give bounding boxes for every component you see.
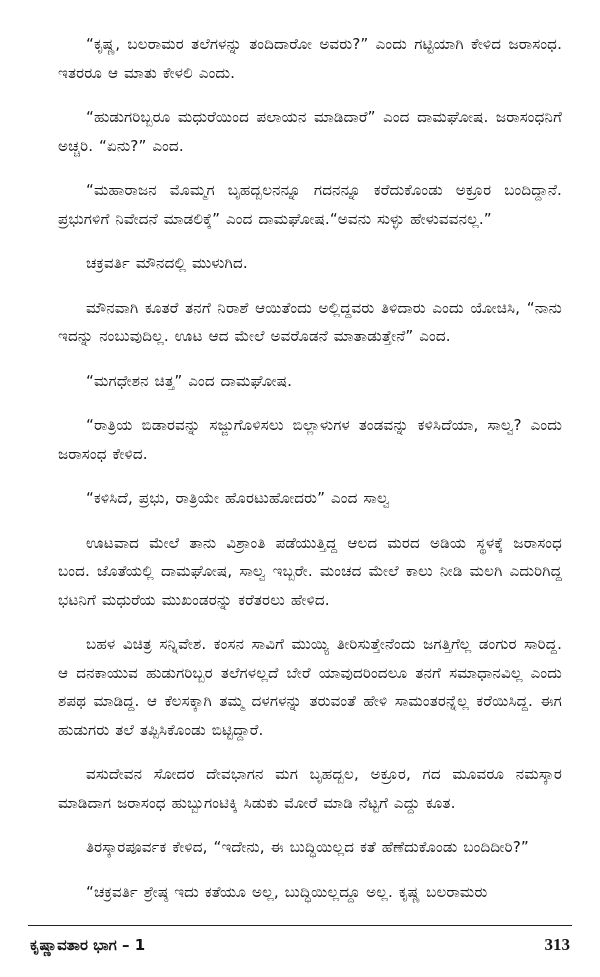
paragraph-9: ಊಟವಾದ ಮೇಲೆ ತಾನು ವಿಶ್ರಾಂತಿ ಪಡೆಯುತ್ತಿದ್ದ ಆಲದ ಮರದ ಅಡಿಯ ಸ್ಥಳಕ್ಕೆ ಜರಾಸಂಧ ಬಂದ. ಜೊತೆಯಲ್ಲಿ ದಾಮಘೋಷ, ಸಾಲ್ವ ಇಬ್ಬರೇ. ಮಂಚದ ಮೇಲೆ ಕಾಲು ನೀಡಿ ಮಲಗಿ ಎದುರಿಗಿದ್ದ ಭಟನಿಗೆ ಮಧುರೆಯ ಮುಖಂಡರನ್ನು ಕರೆತರಲು ಹೇಳಿದ.: [58, 533, 562, 609]
footer-book-title: ಕೃಷ್ಣಾವತಾರ ಭಾಗ – 1: [30, 936, 146, 954]
paragraph-13: “ಚಕ್ರವರ್ತಿ ಶ್ರೇಷ್ಠ ಇದು ಕತೆಯೂ ಅಲ್ಲ, ಬುದ್ಧಿಯಿಲ್ಲದ್ದೂ ಅಲ್ಲ. ಕೃಷ್ಣ ಬಲರಾಮರು: [86, 882, 488, 901]
paragraph-7: “ರಾತ್ರಿಯ ಬಿಡಾರವನ್ನು ಸಜ್ಜುಗೊಳಿಸಲು ಬಿಲ್ಲಾಳುಗಳ ತಂಡವನ್ನು ಕಳಿಸಿದೆಯಾ, ಸಾಲ್ವ? ಎಂದು ಜರಾಸಂಧ ಕೇಳಿದ.: [58, 416, 562, 463]
paragraph-2: “ಹುಡುಗರಿಬ್ಬರೂ ಮಧುರೆಯಿಂದ ಪಲಾಯನ ಮಾಡಿದಾರೆ” ಎಂದ ದಾಮಘೋಷ. ಜರಾಸಂಧನಿಗೆ ಅಚ್ಚರಿ. “ಏನು?” ಎಂದ.: [58, 108, 562, 155]
page-body-text: [58, 30, 562, 922]
footer-page-number: 313: [544, 935, 570, 954]
paragraph-12: ತಿರಸ್ಕಾರಪೂರ್ವಕ ಕೇಳಿದ, “ಇದೇನು, ಈ ಬುದ್ಧಿಯಿಲ್ಲದ ಕತೆ ಹೆಣೆದುಕೊಂಡು ಬಂದಿದೀರಿ?”: [86, 838, 529, 856]
paragraph-6: “ಮಗಧೇಶನ ಚಿತ್ತ” ಎಂದ ದಾಮಘೋಷ.: [86, 371, 293, 390]
paragraph-11: ವಸುದೇವನ ಸೋದರ ದೇವಭಾಗನ ಮಗ ಬೃಹದ್ಬಲ, ಅಕ್ರೂರ, ಗದ ಮೂವರೂ ನಮಸ್ಕಾರ ಮಾಡಿದಾಗ ಜರಾಸಂಧ ಹುಬ್ಬುಗಂಟಿಕ್ಕಿ ಸಿಡುಕು ಮೋರೆ ಮಾಡಿ ನೆಟ್ಟಗೆ ಎದ್ದು ಕೂತ.: [58, 765, 562, 812]
paragraph-10: ಬಹಳ ವಿಚಿತ್ರ ಸನ್ನಿವೇಶ. ಕಂಸನ ಸಾವಿಗೆ ಮುಯ್ಯಿ ತೀರಿಸುತ್ತೇನೆಂದು ಜಗತ್ತಿಗೆಲ್ಲ ಡಂಗುರ ಸಾರಿದ್ದ. ಆ ದನಕಾಯುವ ಹುಡುಗರಿಬ್ಬರ ತಲೆಗಳಲ್ಲದೆ ಬೇರೆ ಯಾವುದರಿಂದಲೂ ತನಗೆ ಸಮಾಧಾನವಿಲ್ಲ ಎಂದು ಶಪಥ ಮಾಡಿದ್ದ. ಆ ಕೆಲಸಕ್ಕಾಗಿ ತಮ್ಮ ದಳಗಳನ್ನು ತರುವಂತೆ ಹೇಳಿ ಸಾಮಂತರನ್ನೆಲ್ಲ ಕರೆಯಿಸಿದ್ದ. ಈಗ ಹುಡುಗರು ತಲೆ ತಪ್ಪಿಸಿಕೊಂಡು ಬಿಟ್ಟಿದ್ದಾರೆ.: [58, 635, 562, 739]
paragraph-3: “ಮಹಾರಾಜನ ಮೊಮ್ಮಗ ಬೃಹದ್ಬಲನನ್ನೂ ಗದನನ್ನೂ ಕರೆದುಕೊಂಡು ಅಕ್ರೂರ ಬಂದಿದ್ದಾನೆ. ಪ್ರಭುಗಳಿಗೆ ನಿವೇದನೆ ಮಾಡಲಿಕ್ಕೆ” ಎಂದ ದಾಮಘೋಷ.“ಅವನು ಸುಳ್ಳು ಹೇಳುವವನಲ್ಲ.”: [58, 181, 562, 228]
footer-divider: [28, 925, 572, 926]
paragraph-5: ಮೌನವಾಗಿ ಕೂತರೆ ತನಗೆ ನಿರಾಶೆ ಆಯಿತೆಂದು ಅಲ್ಲಿದ್ದವರು ತಿಳಿದಾರು ಎಂದು ಯೋಚಿಸಿ, “ನಾನು ಇದನ್ನು ನಂಬುವುದಿಲ್ಲ. ಊಟ ಆದ ಮೇಲೆ ಅವರೊಡನೆ ಮಾತಾಡುತ್ತೇನೆ” ಎಂದ.: [58, 298, 562, 345]
paragraph-8: “ಕಳಿಸಿದೆ, ಪ್ರಭು, ರಾತ್ರಿಯೇ ಹೊರಟುಹೋದರು” ಎಂದ ಸಾಲ್ವ: [86, 489, 390, 507]
paragraph-4: ಚಕ್ರವರ್ತಿ ಮೌನದಲ್ಲಿ ಮುಳುಗಿದ.: [86, 254, 248, 272]
paragraph-1: “ಕೃಷ್ಣ, ಬಲರಾಮರ ತಲೆಗಳನ್ನು ತಂದಿದಾರೋ ಅವರು?” ಎಂದು ಗಟ್ಟಿಯಾಗಿ ಕೇಳಿದ ಜರಾಸಂಧ. ಇತರರೂ ಆ ಮಾತು ಕೇಳಲಿ ಎಂದು.: [58, 35, 562, 82]
